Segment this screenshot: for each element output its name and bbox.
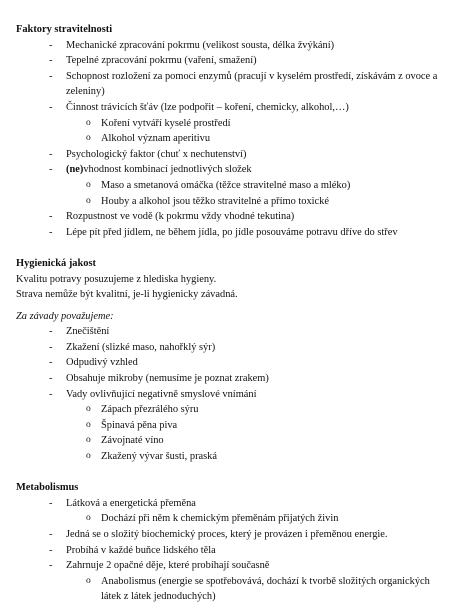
list-item [16,527,446,543]
list-item-text: Látková a energetická přeměna [66,497,196,509]
dash-marker: - [49,39,53,51]
sub-list-item-text: Zkažený vývar šusti, praská [101,451,217,463]
list-item-text: Mechanické zpracování pokrmu (velikost sousta, délka žvýkání) [66,39,335,51]
sub-list-item-text: Dochází při něm k chemickým přeměnám přijatých živin [101,513,339,525]
subheading: Za závady považujeme: [16,310,114,322]
dash-marker: - [49,373,53,385]
circle-marker: o [86,179,91,190]
section-heading: Metabolismus [16,482,79,494]
sub-list-item-text: Zápach přezrálého sýru [101,404,199,416]
circle-marker: o [86,451,91,462]
dash-marker: - [49,70,53,82]
list-item-text: Lépe pít před jídlem, ne během jídla, po jídle posouváme potravu dříve do střev [66,226,398,238]
circle-marker: o [86,419,91,430]
sub-list-item-text: Špinavá pěna piva [101,419,178,431]
dash-marker: - [49,226,53,238]
dash-marker: - [49,164,53,176]
sub-list-item-text: Maso a smetanová omáčka (těžce stravitelné maso a mléko) [101,179,351,191]
dash-marker: - [49,357,53,369]
dash-marker: - [49,148,53,160]
list-item [16,387,446,403]
circle-marker: o [86,195,91,206]
list-item-text: Vady ovlivňující negativně smyslové vnímání [66,388,257,400]
list-item [16,100,446,116]
dash-marker: - [49,101,53,113]
sub-list-item [16,402,446,418]
list-item-text: Tepelné zpracování pokrmu (vaření, smažení) [66,55,257,67]
list-item-text: Odpudivý vzhled [66,357,138,369]
list-item [16,209,446,225]
sub-list-item-text: Koření vytváří kyselé prostředí [101,117,231,129]
dash-marker: - [49,211,53,223]
sub-list-item [16,418,446,434]
paragraph: Kvalitu potravy posuzujeme z hlediska hygieny. [16,273,217,285]
list-item-text: vhodnost kombinací jednotlivých složek [83,164,252,176]
sub-list-item-text: Houby a alkohol jsou těžko stravitelné a přímo toxické [101,195,329,207]
circle-marker: o [86,575,91,586]
list-item [16,38,446,54]
list-item [16,340,446,356]
list-item [16,324,446,340]
paragraph: Strava nemůže být kvalitní, je-li hygienicky závadná. [16,289,238,301]
list-item [16,558,446,574]
document [16,22,446,605]
circle-marker: o [86,513,91,524]
list-item [16,355,446,371]
sub-list-item [16,116,446,132]
circle-marker: o [86,404,91,415]
sub-list-item [16,131,446,147]
dash-marker: - [49,560,53,572]
list-item-text: Znečištění [66,326,110,338]
dash-marker: - [49,497,53,509]
bold-prefix: (ne) [66,164,84,176]
list-item-text: Probíhá v každé buňce lidského těla [66,544,216,556]
list-item [16,69,446,100]
list-item [16,225,446,241]
list-item [16,147,446,163]
spacer [16,465,446,481]
sub-list-item [16,574,446,605]
sub-list-item [16,194,446,210]
sub-list-item-text: Anabolismus (energie se spotřebovává, dochází k tvorbě složitých organických látek z látek jednoduchých) [101,575,430,603]
section-heading: Hygienická jakost [16,257,96,269]
dash-marker: - [49,341,53,353]
list-item-text: Zahrnuje 2 opačné děje, které probíhají současně [66,560,270,572]
sub-list-item [16,511,446,527]
dash-marker: - [49,529,53,540]
list-item-text: Jedná se o složitý biochemický proces, který je provázen i přeměnou energie. [66,529,388,540]
list-item [16,496,446,512]
sub-list-item-text: Závojnaté víno [101,435,164,447]
sub-list-item [16,178,446,194]
dash-marker: - [49,388,53,400]
dash-marker: - [49,544,53,556]
sub-list-item [16,433,446,449]
spacer [16,240,446,256]
circle-marker: o [86,117,91,128]
list-item [16,543,446,559]
sub-list-item-text: Alkohol význam aperitivu [101,133,211,145]
dash-marker: - [49,326,53,338]
list-item-text: Rozpustnost ve vodě (k pokrmu vždy vhodné tekutina) [66,211,295,223]
list-item-text: Zkažení (slizké maso, nahořklý sýr) [66,341,216,353]
list-item [16,53,446,69]
list-item [16,162,446,178]
list-item-text: Činnost trávicích šťáv (lze podpořit – koření, chemicky, alkohol,…) [66,101,349,113]
list-item-text: Obsahuje mikroby (nemusíme je poznat zrakem) [66,373,269,385]
dash-marker: - [49,55,53,67]
list-item-text: Schopnost rozložení za pomoci enzymů (pracují v kyselém prostředí, získávám z ovoce a zeleniny) [66,70,438,98]
circle-marker: o [86,133,91,144]
section-heading: Faktory stravitelnosti [16,24,113,35]
sub-list-item [16,449,446,465]
list-item-text: Psychologický faktor (chuť x nechutenství) [66,148,247,160]
circle-marker: o [86,435,91,446]
list-item [16,371,446,387]
